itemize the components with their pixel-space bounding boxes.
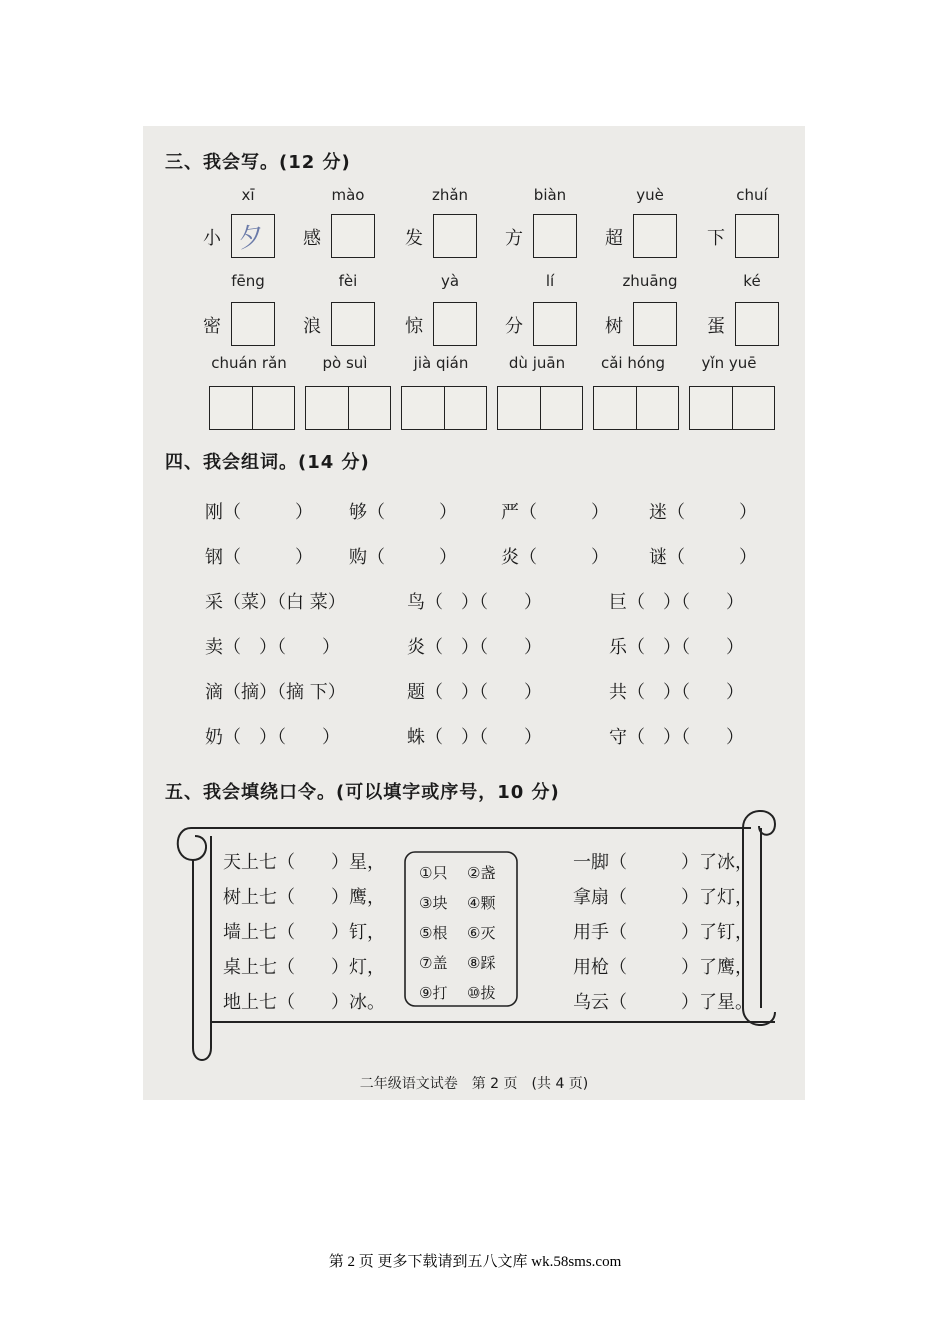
answer-box (533, 302, 577, 346)
tongue-twister-line: 地上七（ ）冰。 (223, 992, 385, 1013)
tongue-twister-line: 用手（ ）了钉， (573, 922, 753, 943)
prefix-character: 下 (707, 228, 725, 249)
word-group-item: 蛛（ ）（ ） (407, 727, 542, 748)
tongue-twister-line: 桌上七（ ）灯， (223, 957, 385, 978)
word-group-item: 滴（摘）（摘 下） (205, 682, 346, 703)
word-group-item: 购（ ） (349, 547, 457, 568)
answer-box (633, 302, 677, 346)
word-group-item: 巨（ ）（ ） (609, 592, 744, 613)
answer-box (735, 302, 779, 346)
tongue-twister-line: 拿扇（ ）了灯， (573, 887, 753, 908)
handwritten-answer: 夕 (236, 221, 267, 255)
word-group-item: 守（ ）（ ） (609, 727, 744, 748)
measure-word-option: ⑤根 (419, 924, 448, 942)
two-character-box (593, 386, 679, 430)
box-divider (636, 387, 637, 429)
prefix-character: 蛋 (707, 316, 725, 337)
word-group-item: 谜（ ） (649, 547, 757, 568)
section5-title: 五、我会填绕口令。(可以填字或序号，10 分) (165, 782, 560, 803)
pinyin-label: pò suì (322, 354, 368, 372)
prefix-character: 小 (203, 228, 221, 249)
tongue-twister-line: 用枪（ ）了鹰， (573, 957, 753, 978)
pinyin-label: fèi (338, 272, 358, 290)
box-divider (732, 387, 733, 429)
pinyin-label: biàn (533, 186, 567, 204)
pinyin-label: dù juān (508, 354, 566, 372)
prefix-character: 浪 (303, 316, 321, 337)
answer-box (231, 302, 275, 346)
prefix-character: 分 (505, 316, 523, 337)
measure-word-option: ③块 (419, 894, 448, 912)
measure-word-option: ⑦盖 (419, 954, 448, 972)
pinyin-label: chuí (736, 186, 768, 204)
word-group-item: 刚（ ） (205, 502, 313, 523)
tongue-twister-line: 一脚（ ）了冰， (573, 852, 753, 873)
two-character-box (497, 386, 583, 430)
box-divider (252, 387, 253, 429)
measure-word-option: ⑨打 (419, 984, 448, 1002)
answer-box (433, 214, 477, 258)
measure-word-option: ①只 (419, 864, 448, 882)
word-group-item: 乐（ ）（ ） (609, 637, 744, 658)
word-group-item: 题（ ）（ ） (407, 682, 542, 703)
answer-box (331, 214, 375, 258)
word-group-item: 钢（ ） (205, 547, 313, 568)
answer-box (735, 214, 779, 258)
prefix-character: 方 (505, 228, 523, 249)
two-character-box (305, 386, 391, 430)
word-group-item: 奶（ ）（ ） (205, 727, 340, 748)
answer-box (533, 214, 577, 258)
pinyin-label: zhuāng (622, 272, 678, 290)
document-footer: 第 2 页 更多下载请到五八文库 wk.58sms.com (328, 1254, 622, 1270)
tongue-twister-line: 乌云（ ）了星。 (573, 992, 753, 1013)
word-group-item: 炎（ ） (501, 547, 609, 568)
prefix-character: 惊 (405, 316, 423, 337)
two-character-box (689, 386, 775, 430)
pinyin-label: zhǎn (431, 186, 469, 204)
word-group-item: 采（菜）（白 菜） (205, 592, 346, 613)
pinyin-label: yǐn yuē (701, 354, 757, 372)
answer-box (433, 302, 477, 346)
answer-box (633, 214, 677, 258)
word-group-item: 卖（ ）（ ） (205, 637, 340, 658)
prefix-character: 发 (405, 228, 423, 249)
word-group-item: 鸟（ ）（ ） (407, 592, 542, 613)
prefix-character: 感 (303, 228, 321, 249)
word-group-item: 够（ ） (349, 502, 457, 523)
pinyin-label: jià qián (413, 354, 469, 372)
pinyin-label: mào (331, 186, 365, 204)
prefix-character: 树 (605, 316, 623, 337)
answer-box (231, 214, 275, 258)
tongue-twister-line: 天上七（ ）星， (223, 852, 385, 873)
word-group-item: 炎（ ）（ ） (407, 637, 542, 658)
section4-title: 四、我会组词。(14 分) (165, 452, 370, 473)
pinyin-label: fēng (231, 272, 265, 290)
exam-page-footer: 二年级语文试卷 第 2 页 (共 4 页) (359, 1076, 589, 1092)
box-divider (348, 387, 349, 429)
measure-word-option: ②盏 (467, 864, 496, 882)
tongue-twister-line: 树上七（ ）鹰， (223, 887, 385, 908)
pinyin-label: ké (743, 272, 761, 290)
box-divider (540, 387, 541, 429)
two-character-box (209, 386, 295, 430)
measure-word-option: ④颗 (467, 894, 496, 912)
answer-box (331, 302, 375, 346)
pinyin-label: yà (440, 272, 460, 290)
scanned-page (143, 126, 805, 1100)
tongue-twister-line: 墙上七（ ）钉， (223, 922, 385, 943)
pinyin-label: chuán rǎn (211, 354, 287, 372)
measure-word-option: ⑩拔 (467, 984, 496, 1002)
word-group-item: 共（ ）（ ） (609, 682, 744, 703)
word-group-item: 迷（ ） (649, 502, 757, 523)
pinyin-label: xī (241, 186, 255, 204)
pinyin-label: yuè (636, 186, 664, 204)
prefix-character: 密 (203, 316, 221, 337)
two-character-box (401, 386, 487, 430)
box-divider (444, 387, 445, 429)
prefix-character: 超 (605, 228, 623, 249)
pinyin-label: cǎi hóng (600, 354, 666, 372)
word-group-item: 严（ ） (501, 502, 609, 523)
measure-word-option: ⑧踩 (467, 954, 496, 972)
pinyin-label: lí (545, 272, 555, 290)
measure-word-option: ⑥灭 (467, 924, 496, 942)
section3-title: 三、我会写。(12 分) (165, 152, 351, 173)
